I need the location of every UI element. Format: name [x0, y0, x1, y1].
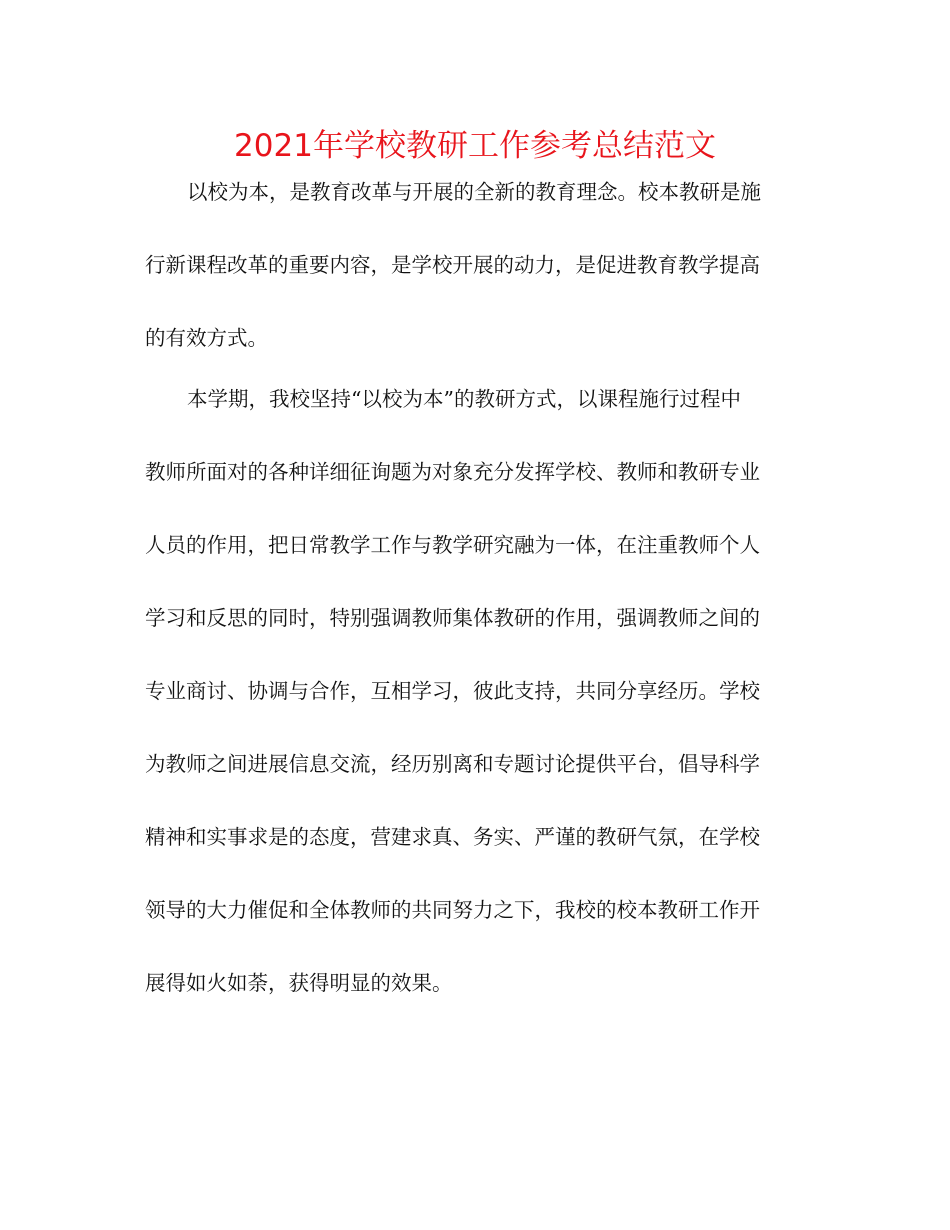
paragraph-line: 教师所面对的各种详细征询题为对象充分发挥学校、教师和教研专业	[145, 460, 760, 484]
paragraph-line: 学习和反思的同时，特别强调教师集体教研的作用，强调教师之间的	[145, 606, 760, 630]
paragraph-line: 本学期，我校坚持“以校为本”的教研方式，以课程施行过程中	[187, 387, 741, 411]
paragraph-line: 以校为本，是教育改革与开展的全新的教育理念。校本教研是施	[187, 180, 761, 204]
paragraph-line: 人员的作用，把日常教学工作与教学研究融为一体，在注重教师个人	[145, 533, 760, 557]
paragraph-line: 行新课程改革的重要内容，是学校开展的动力，是促进教育教学提高	[145, 253, 760, 277]
paragraph-line: 的有效方式。	[145, 326, 268, 350]
paragraph-line: 展得如火如荼，获得明显的效果。	[145, 971, 453, 995]
paragraph-line: 专业商讨、协调与合作，互相学习，彼此支持，共同分享经历。学校	[145, 679, 760, 703]
paragraph-line: 领导的大力催促和全体教师的共同努力之下，我校的校本教研工作开	[145, 898, 760, 922]
paragraph-line: 为教师之间进展信息交流，经历别离和专题讨论提供平台，倡导科学	[145, 752, 760, 776]
document-title: 2021年学校教研工作参考总结范文	[234, 128, 716, 164]
paragraph-line: 精神和实事求是的态度，营建求真、务实、严谨的教研气氛，在学校	[145, 825, 760, 849]
